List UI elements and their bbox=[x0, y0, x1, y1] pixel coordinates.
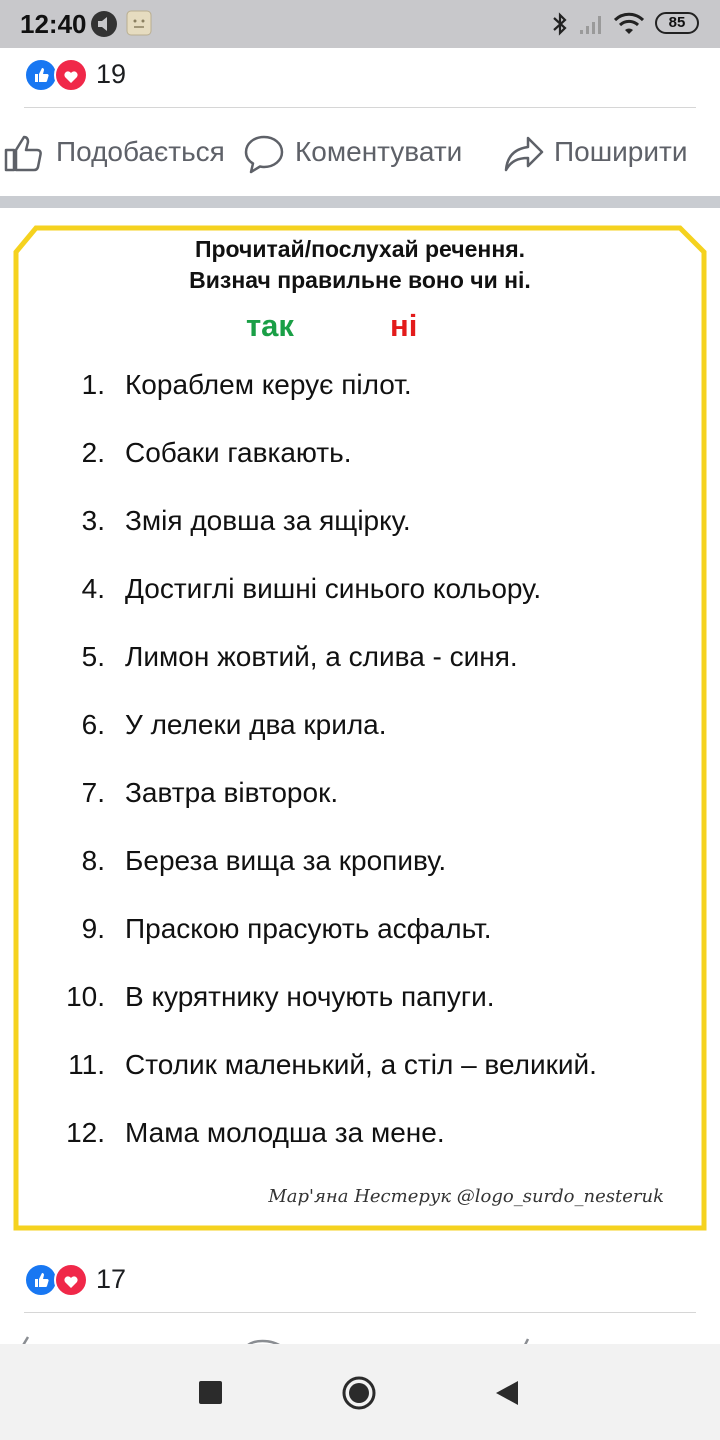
sentence-number: 1. bbox=[81, 369, 105, 400]
sentence-text: Достиглі вишні синього кольору. bbox=[125, 573, 542, 604]
sentence-text: Береза вища за кропиву. bbox=[125, 845, 447, 876]
sentence-text: Кораблем керує пілот. bbox=[125, 369, 412, 400]
sentence-number: 2. bbox=[81, 437, 105, 468]
sentence-text: Столик маленький, а стіл – великий. bbox=[125, 1049, 597, 1080]
sentence-text: У лелеки два крила. bbox=[125, 709, 387, 740]
sentence-item bbox=[12, 369, 708, 409]
app-icon bbox=[126, 10, 152, 41]
share-label: Поширити bbox=[554, 136, 688, 167]
worksheet-heading-line2: Визнач правильне воно чи ні. bbox=[189, 267, 531, 293]
no-label: ні bbox=[390, 308, 418, 343]
sentence-item bbox=[12, 1117, 708, 1157]
home-button[interactable] bbox=[341, 1375, 377, 1416]
comment-button[interactable] bbox=[240, 120, 480, 186]
sentence-text: Змія довша за ящірку. bbox=[125, 505, 411, 536]
sentence-number: 7. bbox=[81, 777, 105, 808]
status-bar bbox=[0, 0, 720, 48]
sentence-number: 9. bbox=[81, 913, 105, 944]
sentence-number: 5. bbox=[81, 641, 105, 672]
sentence-item bbox=[12, 573, 708, 613]
sentence-item bbox=[12, 1049, 708, 1089]
feed-separator bbox=[0, 196, 720, 208]
like-reaction-icon bbox=[24, 1263, 58, 1297]
sentence-item bbox=[12, 845, 708, 885]
thumbs-up-icon bbox=[2, 132, 48, 176]
sentence-item bbox=[12, 777, 708, 817]
status-time: 12:40 bbox=[20, 9, 87, 39]
battery-icon: 85 bbox=[655, 12, 699, 34]
share-button[interactable] bbox=[500, 120, 710, 186]
system-nav-bar bbox=[0, 1344, 720, 1440]
bluetooth-icon bbox=[550, 10, 570, 43]
worksheet-heading-line1: Прочитай/послухай речення. bbox=[194, 236, 526, 262]
comment-icon bbox=[242, 132, 286, 176]
circle-icon bbox=[341, 1375, 377, 1411]
like-label: Подобається bbox=[56, 136, 225, 167]
sentence-item bbox=[12, 437, 708, 477]
reaction-count-2: 17 bbox=[96, 1264, 127, 1294]
sentence-number: 10. bbox=[66, 981, 105, 1012]
recents-button[interactable] bbox=[199, 1381, 223, 1410]
sentence-text: Праскою прасують асфальт. bbox=[125, 913, 492, 944]
sentence-text: Мама молодша за мене. bbox=[125, 1117, 445, 1148]
post-action-bar bbox=[0, 120, 720, 186]
sentence-text: Лимон жовтий, а слива - синя. bbox=[125, 641, 518, 672]
sentence-item bbox=[12, 981, 708, 1021]
post-image[interactable] bbox=[12, 224, 708, 1232]
signal-icon bbox=[576, 10, 606, 43]
love-reaction-icon bbox=[54, 1263, 88, 1297]
reaction-count: 19 bbox=[96, 59, 127, 89]
sentence-item bbox=[12, 505, 708, 545]
sentence-number: 3. bbox=[81, 505, 105, 536]
sentence-number: 12. bbox=[66, 1117, 105, 1148]
like-button[interactable] bbox=[0, 120, 236, 186]
love-reaction-icon bbox=[54, 58, 88, 92]
sentence-item bbox=[12, 641, 708, 681]
sentence-number: 11. bbox=[68, 1049, 105, 1080]
sentence-text: В курятнику ночують папуги. bbox=[125, 981, 495, 1012]
like-reaction-icon bbox=[24, 58, 58, 92]
share-icon bbox=[502, 132, 546, 176]
author-credit: Мар'яна Нестерук @logo_surdo_nesteruk bbox=[268, 1186, 664, 1207]
yes-label: так bbox=[246, 308, 294, 343]
sentence-text: Завтра вівторок. bbox=[125, 777, 339, 808]
wifi-icon bbox=[614, 10, 644, 43]
divider-2 bbox=[24, 1312, 696, 1313]
sentence-number: 6. bbox=[81, 709, 105, 740]
sentence-item bbox=[12, 709, 708, 749]
square-icon bbox=[199, 1381, 223, 1405]
sentence-item bbox=[12, 913, 708, 953]
sentence-number: 4. bbox=[81, 573, 105, 604]
comment-label: Коментувати bbox=[295, 136, 463, 167]
back-triangle-icon bbox=[494, 1380, 520, 1406]
divider bbox=[24, 107, 696, 108]
notification-icon bbox=[90, 10, 118, 43]
sentence-text: Собаки гавкають. bbox=[125, 437, 352, 468]
back-button[interactable] bbox=[494, 1380, 520, 1411]
sentence-number: 8. bbox=[81, 845, 105, 876]
